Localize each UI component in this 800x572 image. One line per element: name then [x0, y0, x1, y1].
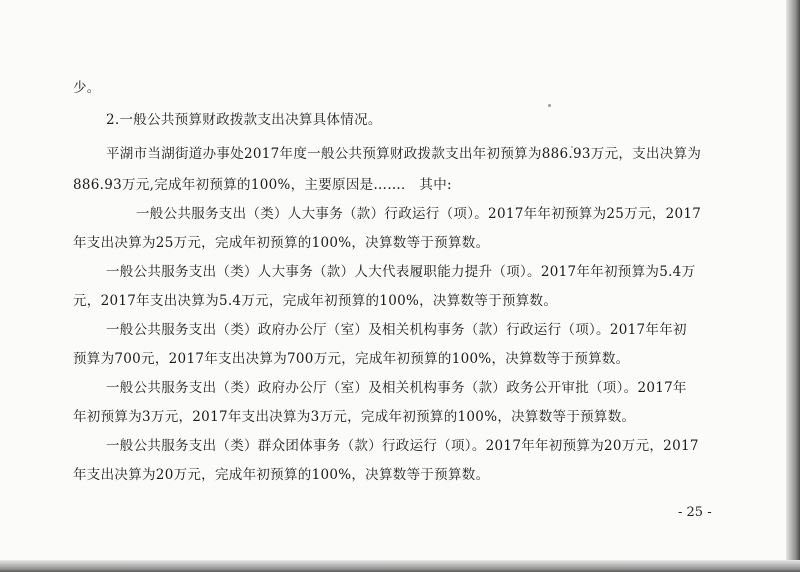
scan-shadow-bottom — [0, 560, 800, 572]
page-number: - 25 - — [678, 505, 712, 520]
text-line-9: 一般公共服务支出（类）政府办公厅（室）及相关机构事务（款）行政运行（项）。2017年年初 — [106, 322, 687, 338]
text-line-3: 平湖市当湖街道办事处2017年度一般公共预算财政拨款支出年初预算为886.93万元，支出决算为 — [106, 146, 702, 162]
scan-speck — [548, 104, 551, 107]
text-line-14: 年支出决算为20万元，完成年初预算的100%，决算数等于预算数。 — [73, 467, 490, 483]
section-heading: 2.一般公共预算财政拨款支出决算具体情况。 — [106, 112, 382, 128]
text-line-4: 886.93万元,完成年初预算的100%，主要原因是……． 其中: — [73, 177, 452, 193]
text-line-8: 元，2017年支出决算为5.4万元，完成年初预算的100%，决算数等于预算数。 — [73, 293, 558, 309]
text-line-6: 年支出决算为25万元，完成年初预算的100%，决算数等于预算数。 — [73, 235, 490, 251]
text-line-1: 少。 — [73, 80, 101, 96]
text-line-7: 一般公共服务支出（类）人大事务（款）人大代表履职能力提升（项）。2017年年初预算为5.4万 — [106, 264, 696, 280]
text-line-11: 一般公共服务支出（类）政府办公厅（室）及相关机构事务（款）政务公开审批（项）。2017年 — [106, 380, 687, 396]
text-line-13: 一般公共服务支出（类）群众团体事务（款）行政运行（项）。2017年年初预算为20万元，2017 — [106, 438, 699, 454]
scan-shadow-right — [786, 0, 800, 572]
text-line-10: 预算为700元，2017年支出决算为700万元，完成年初预算的100%，决算数等于预算数。 — [73, 351, 630, 367]
text-line-5: 一般公共服务支出（类）人大事务（款）行政运行（项）。2017年年初预算为25万元，2017 — [136, 206, 702, 222]
text-line-12: 年初预算为3万元，2017年支出决算为3万元，完成年初预算的100%，决算数等于预算数。 — [73, 409, 636, 425]
